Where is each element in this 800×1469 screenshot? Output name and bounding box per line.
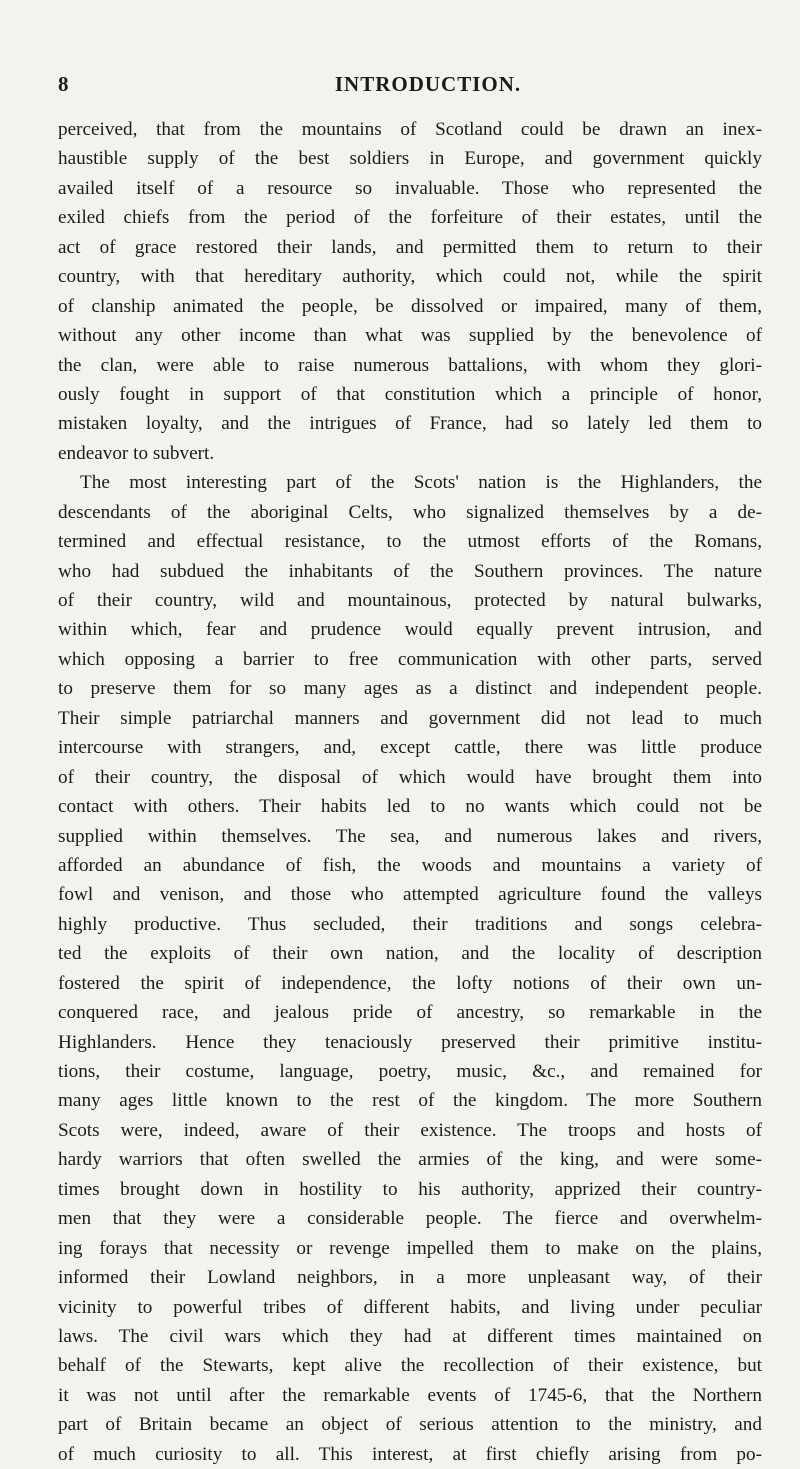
text-line: availed itself of a resource so invaluable. Those who represented the bbox=[58, 177, 762, 199]
text-line: ously fought in support of that constitution which a principle of honor, bbox=[58, 383, 762, 405]
text-line: of much curiosity to all. This interest, at first chiefly arising from po- bbox=[58, 1443, 762, 1465]
text-line: highly productive. Thus secluded, their traditions and songs celebra- bbox=[58, 913, 762, 935]
text-line: who had subdued the inhabitants of the Southern provinces. The nature bbox=[58, 560, 762, 582]
text-line: laws. The civil wars which they had at different times maintained on bbox=[58, 1325, 762, 1347]
text-line: ing forays that necessity or revenge impelled them to make on the plains, bbox=[58, 1237, 762, 1259]
text-line: act of grace restored their lands, and permitted them to return to their bbox=[58, 236, 762, 258]
text-line: without any other income than what was supplied by the benevolence of bbox=[58, 325, 762, 347]
text-line: perceived, that from the mountains of Scotland could be drawn an inex- bbox=[58, 119, 762, 140]
text-line: endeavor to subvert. bbox=[58, 442, 215, 464]
text-line: many ages little known to the rest of the kingdom. The more Southern bbox=[58, 1090, 762, 1112]
text-line: which opposing a barrier to free communication with other parts, served bbox=[58, 648, 762, 670]
text-line: Their simple patriarchal manners and government did not lead to much bbox=[58, 707, 762, 729]
text-line: Scots were, indeed, aware of their existence. The troops and hosts of bbox=[58, 1119, 762, 1141]
text-line: fowl and venison, and those who attempted agriculture found the valleys bbox=[58, 884, 762, 906]
text-line: mistaken loyalty, and the intrigues of France, had so lately led them to bbox=[58, 413, 762, 435]
text-line: to preserve them for so many ages as a distinct and independent people. bbox=[58, 678, 762, 700]
text-line: haustible supply of the best soldiers in Europe, and government quickly bbox=[58, 148, 762, 170]
text-line: Highlanders. Hence they tenaciously preserved their primitive institu- bbox=[58, 1031, 762, 1053]
text-line: of their country, the disposal of which would have brought them into bbox=[58, 766, 762, 788]
text-line: of their country, wild and mountainous, protected by natural bulwarks, bbox=[58, 590, 762, 611]
text-line: it was not until after the remarkable events of 1745-6, that the Northern bbox=[58, 1384, 762, 1406]
text-line: vicinity to powerful tribes of different habits, and living under peculiar bbox=[58, 1296, 762, 1318]
text-line: exiled chiefs from the period of the forfeiture of their estates, until the bbox=[58, 207, 762, 229]
text-line: behalf of the Stewarts, kept alive the recollection of their existence, but bbox=[58, 1355, 762, 1377]
text-line: conquered race, and jealous pride of ancestry, so remarkable in the bbox=[58, 1002, 762, 1024]
text-line: within which, fear and prudence would equally prevent intrusion, and bbox=[58, 619, 762, 641]
text-line: descendants of the aboriginal Celts, who signalized themselves by a de- bbox=[58, 501, 762, 523]
text-line: of clanship animated the people, be dissolved or impaired, many of them, bbox=[58, 295, 762, 317]
text-line: contact with others. Their habits led to no wants which could not be bbox=[58, 796, 762, 818]
text-line: intercourse with strangers, and, except cattle, there was little produce bbox=[58, 737, 762, 759]
running-head bbox=[58, 72, 758, 100]
text-line: the clan, were able to raise numerous battalions, with whom they glori- bbox=[58, 354, 762, 376]
text-line: part of Britain became an object of serious attention to the ministry, and bbox=[58, 1414, 762, 1436]
page-number: 8 bbox=[58, 72, 69, 96]
text-line: fostered the spirit of independence, the lofty notions of their own un- bbox=[58, 972, 762, 994]
body-text bbox=[58, 115, 762, 1469]
text-line: hardy warriors that often swelled the armies of the king, and were some- bbox=[58, 1149, 762, 1171]
text-line: informed their Lowland neighbors, in a more unpleasant way, of their bbox=[58, 1267, 762, 1289]
paragraph-start-line: The most interesting part of the Scots' nation is the Highlanders, the bbox=[80, 472, 762, 494]
text-line: afforded an abundance of fish, the woods and mountains a variety of bbox=[58, 854, 762, 876]
text-line: times brought down in hostility to his authority, apprized their country- bbox=[58, 1178, 762, 1200]
text-line: supplied within themselves. The sea, and numerous lakes and rivers, bbox=[58, 825, 762, 847]
running-head-title: INTRODUCTION. bbox=[334, 72, 522, 96]
text-line: men that they were a considerable people. The fierce and overwhelm- bbox=[58, 1208, 762, 1230]
text-line: country, with that hereditary authority, which could not, while the spirit bbox=[58, 266, 762, 288]
text-line: tions, their costume, language, poetry, music, &c., and remained for bbox=[58, 1061, 762, 1082]
text-line: termined and effectual resistance, to the utmost efforts of the Romans, bbox=[58, 531, 762, 553]
text-line: ted the exploits of their own nation, and the locality of description bbox=[58, 943, 762, 965]
